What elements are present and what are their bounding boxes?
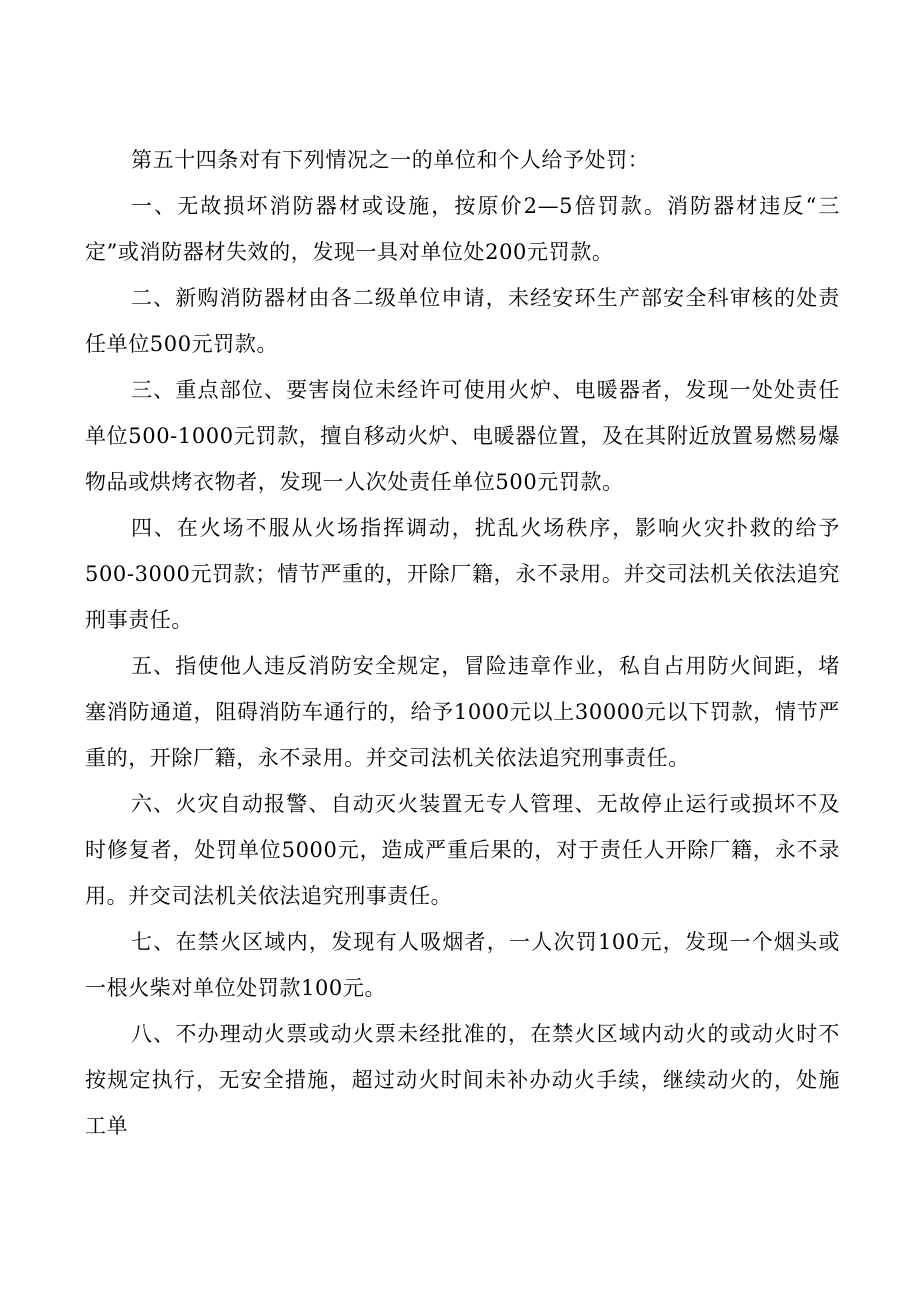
clause-5: 五、指使他人违反消防安全规定，冒险违章作业，私自占用防火间距，堵塞消防通道，阻碍消防车通行的，给予1000元以上30000元以下罚款，情节严重的，开除厂籍，永不录用。并交司法机关依法追究刑事责任。 [85,654,840,770]
clause-7: 七、在禁火区域内，发现有人吸烟者，一人次罚100元，发现一个烟头或一根火柴对单位处罚款100元。 [85,930,840,1000]
clause-4: 四、在火场不服从火场指挥调动，扰乱火场秩序，影响火灾扑救的给予500-3000元罚款；情节严重的，开除厂籍，永不录用。并交司法机关依法追究刑事责任。 [85,516,840,632]
clause-1: 一、无故损坏消防器材或设施，按原价2—5倍罚款。消防器材违反“三定”或消防器材失效的，发现一具对单位处200元罚款。 [85,194,840,264]
clause-8: 八、不办理动火票或动火票未经批准的，在禁火区域内动火的或动火时不按规定执行，无安全措施，超过动火时间未补办动火手续，继续动火的，处施工单 [85,1022,840,1138]
clause-2: 二、新购消防器材由各二级单位申请，未经安环生产部安全科审核的处责任单位500元罚款。 [85,286,840,356]
clause-3: 三、重点部位、要害岗位未经许可使用火炉、电暖器者，发现一处处责任单位500-1000元罚款，擅自移动火炉、电暖器位置，及在其附近放置易燃易爆物品或烘烤衣物者，发现一人次处责任单位500元罚款。 [85,378,840,494]
document-body [85,137,840,1149]
article-heading: 第五十四条对有下列情况之一的单位和个人给予处罚： [131,148,650,172]
clause-6: 六、火灾自动报警、自动灭火装置无专人管理、无故停止运行或损坏不及时修复者，处罚单位5000元，造成严重后果的，对于责任人开除厂籍，永不录用。并交司法机关依法追究刑事责任。 [85,792,840,908]
